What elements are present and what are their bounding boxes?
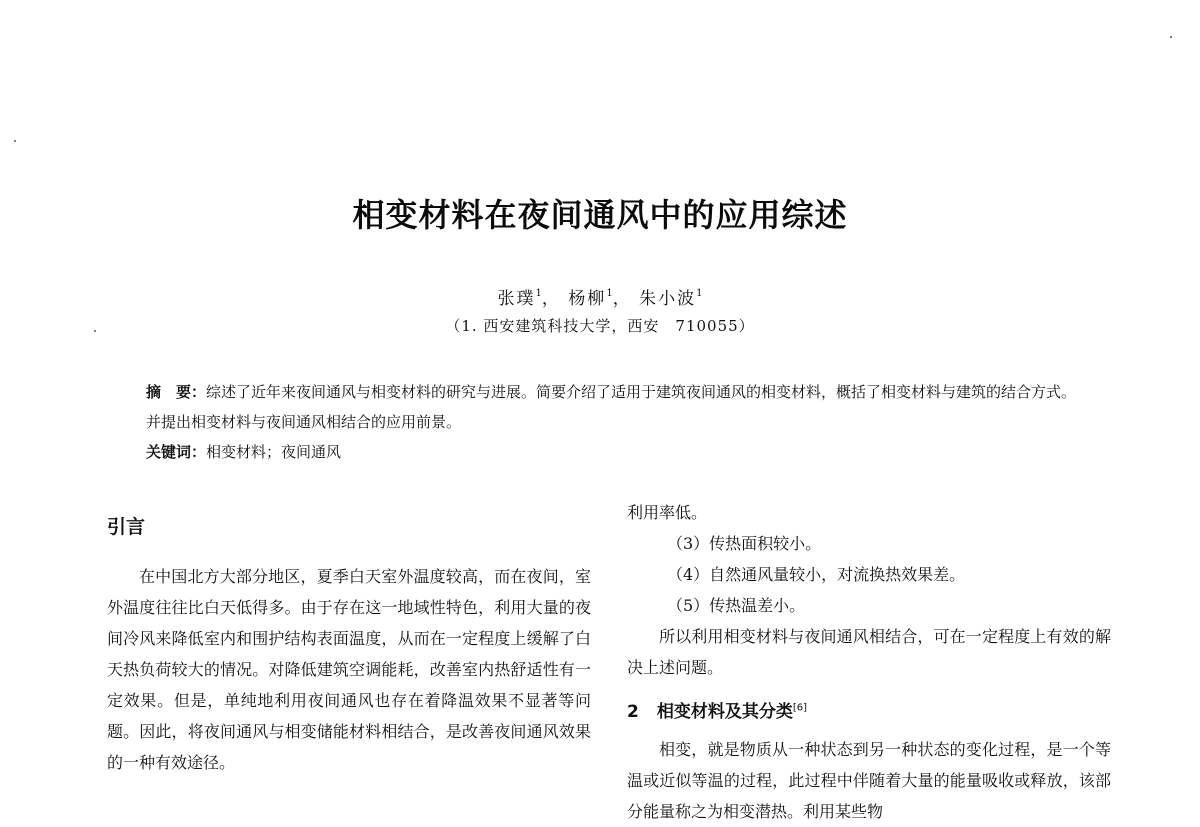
continued-text: 利用率低。: [627, 503, 708, 522]
introduction-paragraph: 在中国北方大部分地区，夏季白天室外温度较高，而在夜间，室外温度往往比白天低得多。由于存在这一地域性特色，利用大量的夜间冷风来降低室内和围护结构表面温度，从而在一定程度上缓解了白天热负荷较大的情况。对降低建筑空调能耗，改善室内热舒适性有一定效果。但是，单纯地利用夜间通风也存在着降温效果不显著等问题。因此，将夜间通风与相变储能材料相结合，是改善夜间通风效果的一种有效途径。: [107, 567, 591, 772]
list-item: （4）自然通风量较小，对流换热效果差。: [667, 565, 966, 584]
scan-speck: [1170, 36, 1172, 38]
author-affiliation-mark: 1: [606, 288, 613, 299]
keywords: [146, 440, 1086, 464]
section-number: 2: [627, 702, 639, 722]
section-title: 相变材料及其分类: [656, 702, 793, 722]
left-column: [107, 512, 591, 778]
list-item: （5）传热温差小。: [667, 596, 806, 615]
author-affiliation-mark: 1: [696, 288, 703, 299]
reference-mark: [6]: [792, 702, 808, 714]
abstract-label: 摘 要：: [146, 383, 207, 401]
author-name: 杨柳: [568, 289, 607, 309]
author-name: 张璞: [497, 289, 536, 309]
abstract: [146, 377, 1086, 437]
section-heading-phase-change-materials: [627, 697, 1111, 722]
scan-speck: [94, 330, 96, 332]
conclusion-paragraph: 所以利用相变材料与夜间通风相结合，可在一定程度上有效的解决上述问题。: [627, 627, 1111, 677]
author-list: [0, 284, 1200, 309]
keywords-label: 关键词：: [146, 443, 207, 461]
section-heading-introduction: 引言: [107, 516, 146, 538]
right-column: [627, 497, 1111, 827]
author-name: 朱小波: [639, 289, 697, 309]
abstract-text: 综述了近年来夜间通风与相变材料的研究与进展。简要介绍了适用于建筑夜间通风的相变材料，概括了相变材料与建筑的结合方式。并提出相变材料与夜间通风相结合的应用前景。: [146, 383, 1077, 431]
author-separator: ，: [612, 289, 632, 309]
list-item: （3）传热面积较小。: [667, 534, 822, 553]
author-separator: ，: [541, 289, 561, 309]
scan-speck: [14, 140, 16, 142]
keywords-text: 相变材料；夜间通风: [206, 443, 342, 461]
affiliation: （1. 西安建筑科技大学，西安 710055）: [445, 317, 755, 335]
paper-title: 相变材料在夜间通风中的应用综述: [352, 196, 848, 234]
author-affiliation-mark: 1: [535, 288, 542, 299]
section2-paragraph: 相变，就是物质从一种状态到另一种状态的变化过程，是一个等温或近似等温的过程，此过程中伴随着大量的能量吸收或释放，该部分能量称之为相变潜热。利用某些物: [627, 740, 1111, 821]
